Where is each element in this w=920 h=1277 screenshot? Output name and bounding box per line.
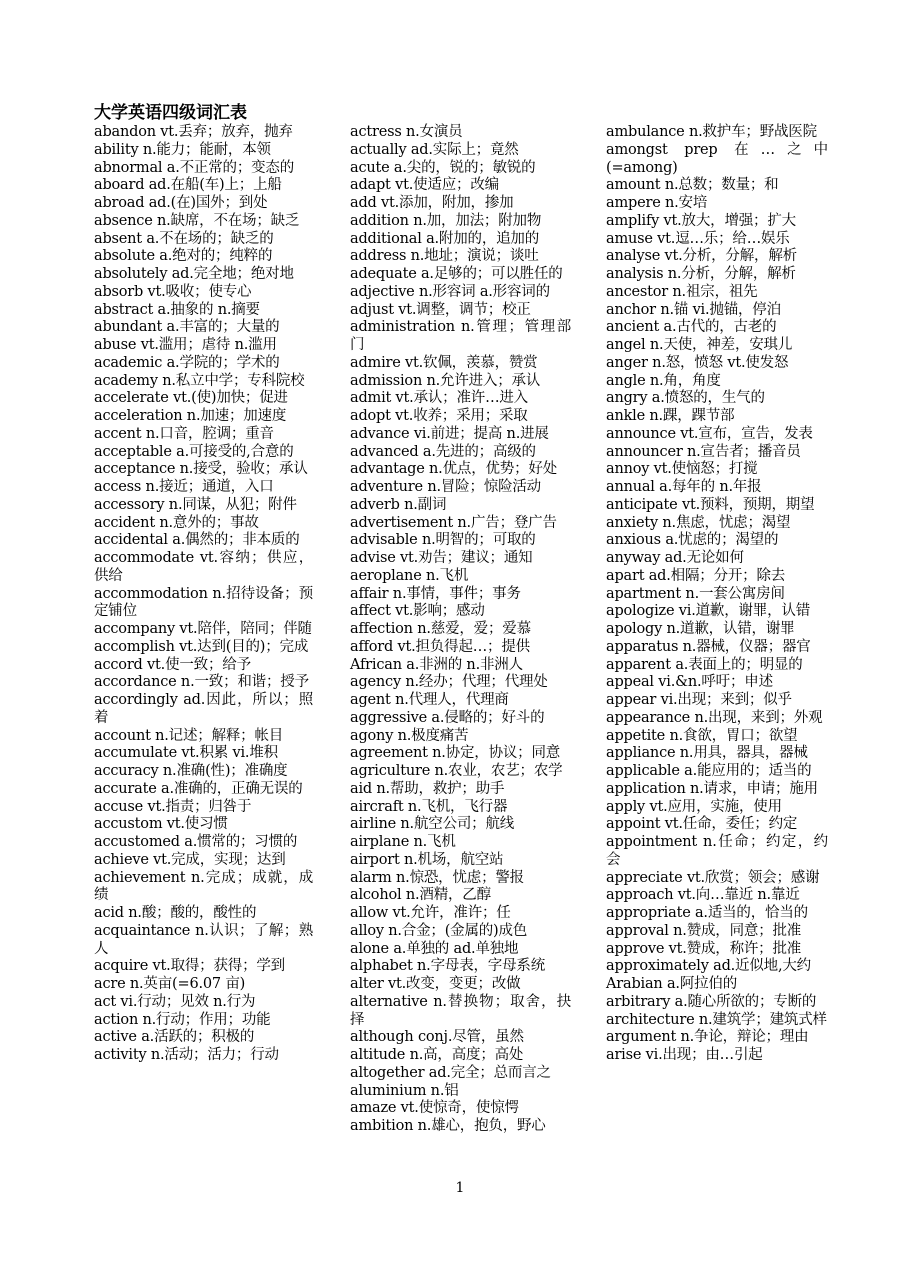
vocab-entry: ability n.能力；能耐，本领 (94, 141, 271, 158)
vocab-entry: approve vt.赞成，称许；批准 (606, 940, 802, 957)
vocab-entry: apparent a.表面上的；明显的 (606, 656, 803, 673)
vocab-entry: accelerate vt.(使)加快；促进 (94, 390, 288, 407)
vocab-entry: alter vt.改变，变更；改做 (350, 976, 521, 992)
vocab-entry: appreciate vt.欣赏；领会；感谢 (606, 869, 820, 886)
vocab-entry: African a.非洲的 n.非洲人 (350, 656, 523, 673)
vocab-entry: accumulate vt.积累 vi.堆积 (94, 745, 278, 762)
vocab-entry: add vt.添加，附加，掺加 (350, 195, 514, 211)
vocab-entry: advise vt.劝告；建议；通知 (350, 550, 533, 566)
vocab-entry: aircraft n.飞机，飞行器 (350, 798, 508, 815)
vocab-entry: address n.地址；演说；谈吐 (350, 248, 539, 265)
vocabulary-column-2 (350, 124, 571, 1136)
vocab-entry: amongst prep 在…之中(=among) (606, 141, 828, 176)
vocab-entry: although conj.尽管，虽然 (350, 1029, 524, 1046)
vocab-entry: absent a.不在场的；缺乏的 (94, 230, 274, 247)
vocab-entry: appearance n.出现，来到；外观 (606, 709, 823, 726)
page-title: 大学英语四级词汇表 (94, 103, 247, 123)
vocab-entry: addition n.加，加法；附加物 (350, 212, 542, 229)
vocab-entry: acceptable a.可接受的,合意的 (94, 443, 294, 460)
vocab-entry: adverb n.副词 (350, 496, 447, 513)
vocab-entry: accidental a.偶然的；非本质的 (94, 532, 300, 549)
vocab-entry: advertisement n.广告；登广告 (350, 514, 557, 531)
vocab-entry: alphabet n.字母表，字母系统 (350, 958, 545, 975)
vocab-entry: accessory n.同谋，从犯；附件 (94, 496, 297, 513)
vocab-entry: ambulance n.救护车；野战医院 (606, 124, 817, 140)
vocab-entry: actually ad.实际上；竟然 (350, 141, 519, 158)
vocab-entry: acid n.酸；酸的，酸性的 (94, 905, 257, 921)
vocab-entry: acceleration n.加速；加速度 (94, 408, 287, 424)
vocab-entry: abuse vt.滥用；虐待 n.滥用 (94, 337, 277, 353)
vocab-entry: appropriate a.适当的，恰当的 (606, 905, 808, 921)
vocab-entry: alloy n.合金；(金属的)成色 (350, 922, 528, 939)
vocab-entry: act vi.行动；见效 n.行为 (94, 993, 256, 1010)
vocab-entry: announce vt.宣布，宣告，发表 (606, 425, 813, 442)
vocab-entry: acute a.尖的，锐的；敏锐的 (350, 159, 536, 176)
vocab-entry: administration n.管理；管理部门 (350, 319, 571, 353)
vocab-entry: analyse vt.分析，分解，解析 (606, 248, 797, 265)
vocab-entry: accuracy n.准确(性)；准确度 (94, 763, 288, 779)
vocab-entry: aid n.帮助，救护；助手 (350, 780, 505, 797)
vocab-entry: application n.请求，申请；施用 (606, 780, 818, 797)
vocab-entry: abandon vt.丢弃；放弃，抛弃 (94, 124, 293, 140)
vocab-entry: absence n.缺席，不在场；缺乏 (94, 212, 300, 229)
vocab-entry: applicable a.能应用的；适当的 (606, 763, 812, 779)
vocab-entry: amaze vt.使惊奇，使惊愕 (350, 1100, 519, 1117)
vocab-entry: account n.记述；解释；帐目 (94, 727, 284, 744)
vocab-entry: agency n.经办；代理；代理处 (350, 674, 548, 691)
vocab-entry: approach vt.向…靠近 n.靠近 (606, 887, 800, 904)
vocab-entry: adjust vt.调整，调节；校正 (350, 301, 531, 318)
vocab-entry: ancient a.古代的，古老的 (606, 319, 777, 336)
vocab-entry: airport n.机场，航空站 (350, 851, 504, 868)
vocab-entry: accordance n.一致；和谐；授予 (94, 674, 309, 691)
vocab-entry: adequate a.足够的；可以胜任的 (350, 266, 563, 282)
vocab-entry: adjective n.形容词 a.形容词的 (350, 283, 550, 300)
vocab-entry: accord vt.使一致；给予 (94, 656, 251, 673)
vocab-entry: accustom vt.使习惯 (94, 816, 228, 833)
vocab-entry: arbitrary a.随心所欲的；专断的 (606, 993, 817, 1010)
vocab-entry: achievement n.完成；成就，成绩 (94, 869, 313, 904)
vocab-entry: arise vi.出现；由…引起 (606, 1047, 763, 1063)
vocab-entry: ankle n.踝，踝节部 (606, 408, 735, 424)
vocab-entry: annual a.每年的 n.年报 (606, 479, 762, 495)
vocab-entry: anyway ad.无论如何 (606, 550, 744, 566)
vocab-entry: adapt vt.使适应；改编 (350, 177, 499, 194)
vocab-entry: aboard ad.在船(车)上；上船 (94, 177, 282, 194)
vocab-entry: abundant a.丰富的；大量的 (94, 319, 280, 336)
vocab-entry: alarm n.惊恐，忧虑；警报 (350, 869, 524, 886)
vocab-entry: ambition n.雄心，抱负，野心 (350, 1118, 546, 1134)
vocab-entry: accommodation n.招待设备；预定铺位 (94, 585, 313, 620)
vocab-entry: action n.行动；作用；功能 (94, 1011, 271, 1028)
vocab-entry: absolute a.绝对的；纯粹的 (94, 248, 273, 265)
vocab-entry: amuse vt.逗…乐；给…娱乐 (606, 230, 790, 247)
vocab-entry: adventure n.冒险；惊险活动 (350, 479, 541, 495)
vocab-entry: academy n.私立中学；专科院校 (94, 372, 305, 389)
vocab-entry: appear vi.出现；来到；似乎 (606, 692, 792, 708)
vocab-entry: accommodate vt.容纳；供应，供给 (94, 550, 313, 584)
vocab-entry: argument n.争论，辩论；理由 (606, 1029, 809, 1046)
vocab-entry: architecture n.建筑学；建筑式样 (606, 1011, 827, 1028)
vocab-entry: afford vt.担负得起…；提供 (350, 638, 530, 655)
page-number: 1 (455, 1180, 465, 1196)
vocab-entry: absorb vt.吸收；使专心 (94, 283, 252, 300)
vocab-entry: announcer n.宣告者；播音员 (606, 443, 801, 460)
vocab-entry: apart ad.相隔；分开；除去 (606, 567, 786, 584)
vocab-entry: angle n.角，角度 (606, 372, 721, 389)
vocab-entry: anxiety n.焦虑，忧虑；渴望 (606, 514, 791, 531)
vocab-entry: aeroplane n.飞机 (350, 567, 469, 584)
vocab-entry: apply vt.应用，实施，使用 (606, 798, 782, 815)
vocabulary-column-1 (94, 124, 313, 1065)
vocab-entry: advantage n.优点，优势；好处 (350, 461, 557, 478)
vocab-entry: achieve vt.完成，实现；达到 (94, 851, 286, 868)
vocab-entry: apologize vi.道歉，谢罪，认错 (606, 603, 811, 620)
vocab-entry: agony n.极度痛苦 (350, 727, 469, 744)
vocab-entry: Arabian a.阿拉伯的 (606, 976, 738, 992)
vocab-entry: approval n.赞成，同意；批准 (606, 922, 802, 939)
vocab-entry: accurate a.准确的，正确无误的 (94, 780, 303, 797)
vocab-entry: aggressive a.侵略的；好斗的 (350, 709, 545, 726)
vocab-entry: admission n.允许进入；承认 (350, 372, 541, 389)
vocab-entry: absolutely ad.完全地；绝对地 (94, 266, 294, 282)
vocab-entry: accordingly ad.因此，所以；照着 (94, 692, 313, 726)
vocab-entry: amount n.总数；数量；和 (606, 177, 779, 194)
vocab-entry: affair n.事情，事件；事务 (350, 585, 521, 602)
vocab-entry: acquire vt.取得；获得；学到 (94, 958, 285, 975)
vocab-entry: alcohol n.酒精，乙醇 (350, 887, 491, 904)
vocab-entry: appeal vi.&n.呼吁；申述 (606, 674, 773, 691)
vocab-entry: affect vt.影响；感动 (350, 603, 485, 620)
vocab-entry: alternative n.替换物；取舍，抉择 (350, 993, 571, 1028)
vocab-entry: academic a.学院的；学术的 (94, 354, 280, 371)
vocab-entry: adopt vt.收养；采用；采取 (350, 408, 528, 424)
vocab-entry: accident n.意外的；事故 (94, 514, 259, 531)
vocab-entry: advance vi.前进；提高 n.进展 (350, 425, 549, 442)
vocab-entry: appointment n.任命；约定，约会 (606, 834, 828, 868)
vocab-entry: airline n.航空公司；航线 (350, 816, 515, 833)
vocab-entry: apparatus n.器械，仪器；器官 (606, 638, 811, 655)
vocab-entry: analysis n.分析，分解，解析 (606, 266, 796, 282)
vocab-entry: agriculture n.农业，农艺；农学 (350, 763, 563, 779)
vocab-entry: advisable n.明智的；可取的 (350, 532, 536, 549)
vocab-entry: appetite n.食欲，胃口；欲望 (606, 727, 798, 744)
vocab-entry: angry a.愤怒的，生气的 (606, 390, 765, 407)
vocab-entry: advanced a.先进的；高级的 (350, 443, 536, 460)
vocab-entry: agent n.代理人，代理商 (350, 692, 509, 708)
vocab-entry: accent n.口音，腔调；重音 (94, 425, 274, 442)
vocab-entry: abroad ad.(在)国外；到处 (94, 195, 268, 211)
vocab-entry: anxious a.忧虑的；渴望的 (606, 532, 779, 549)
vocab-entry: approximately ad.近似地,大约 (606, 958, 811, 975)
vocab-entry: abnormal a.不正常的；变态的 (94, 159, 295, 176)
vocab-entry: accustomed a.惯常的；习惯的 (94, 834, 298, 850)
vocab-entry: abstract a.抽象的 n.摘要 (94, 301, 260, 318)
vocab-entry: affection n.慈爱，爱；爱慕 (350, 621, 531, 637)
vocab-entry: acceptance n.接受，验收；承认 (94, 461, 308, 478)
vocab-entry: alone a.单独的 ad.单独地 (350, 940, 519, 957)
vocab-entry: access n.接近；通道，入口 (94, 479, 274, 495)
vocab-entry: actress n.女演员 (350, 124, 463, 140)
vocab-entry: angel n.天使，神差，安琪儿 (606, 337, 793, 353)
vocab-entry: anger n.怒，愤怒 vt.使发怒 (606, 354, 789, 371)
vocabulary-column-3 (606, 124, 828, 1065)
vocab-entry: amplify vt.放大，增强；扩大 (606, 212, 796, 229)
vocab-entry: airplane n.飞机 (350, 834, 456, 850)
vocab-entry: apology n.道歉，认错，谢罪 (606, 621, 795, 637)
vocab-entry: accuse vt.指责；归咎于 (94, 798, 252, 815)
vocab-entry: anchor n.锚 vi.抛锚，停泊 (606, 301, 781, 318)
vocab-entry: active a.活跃的；积极的 (94, 1029, 255, 1046)
vocab-entry: ancestor n.祖宗，祖先 (606, 283, 758, 300)
vocab-entry: altogether ad.完全；总而言之 (350, 1064, 551, 1081)
vocab-entry: ampere n.安培 (606, 195, 708, 211)
vocab-entry: admire vt.钦佩，羡慕，赞赏 (350, 354, 538, 371)
vocab-entry: additional a.附加的，追加的 (350, 230, 540, 247)
vocab-entry: activity n.活动；活力；行动 (94, 1047, 279, 1063)
vocab-entry: appoint vt.任命，委任；约定 (606, 816, 798, 833)
vocab-entry: accompany vt.陪伴，陪同；伴随 (94, 621, 312, 637)
vocab-entry: aluminium n.铝 (350, 1082, 459, 1099)
vocab-entry: apartment n.一套公寓房间 (606, 585, 785, 602)
vocab-entry: agreement n.协定，协议；同意 (350, 745, 561, 762)
vocab-entry: altitude n.高，高度；高处 (350, 1047, 524, 1063)
vocab-entry: appliance n.用具，器具，器械 (606, 745, 808, 762)
vocab-entry: admit vt.承认；准许…进入 (350, 390, 528, 407)
vocab-entry: acquaintance n.认识；了解；熟人 (94, 922, 313, 957)
vocab-entry: anticipate vt.预料，预期，期望 (606, 496, 815, 513)
vocab-entry: acre n.英亩(=6.07 亩) (94, 976, 246, 992)
vocab-entry: accomplish vt.达到(目的)；完成 (94, 638, 309, 655)
vocab-entry: annoy vt.使恼怒；打搅 (606, 461, 758, 478)
vocab-entry: allow vt.允许，准许；任 (350, 905, 511, 921)
